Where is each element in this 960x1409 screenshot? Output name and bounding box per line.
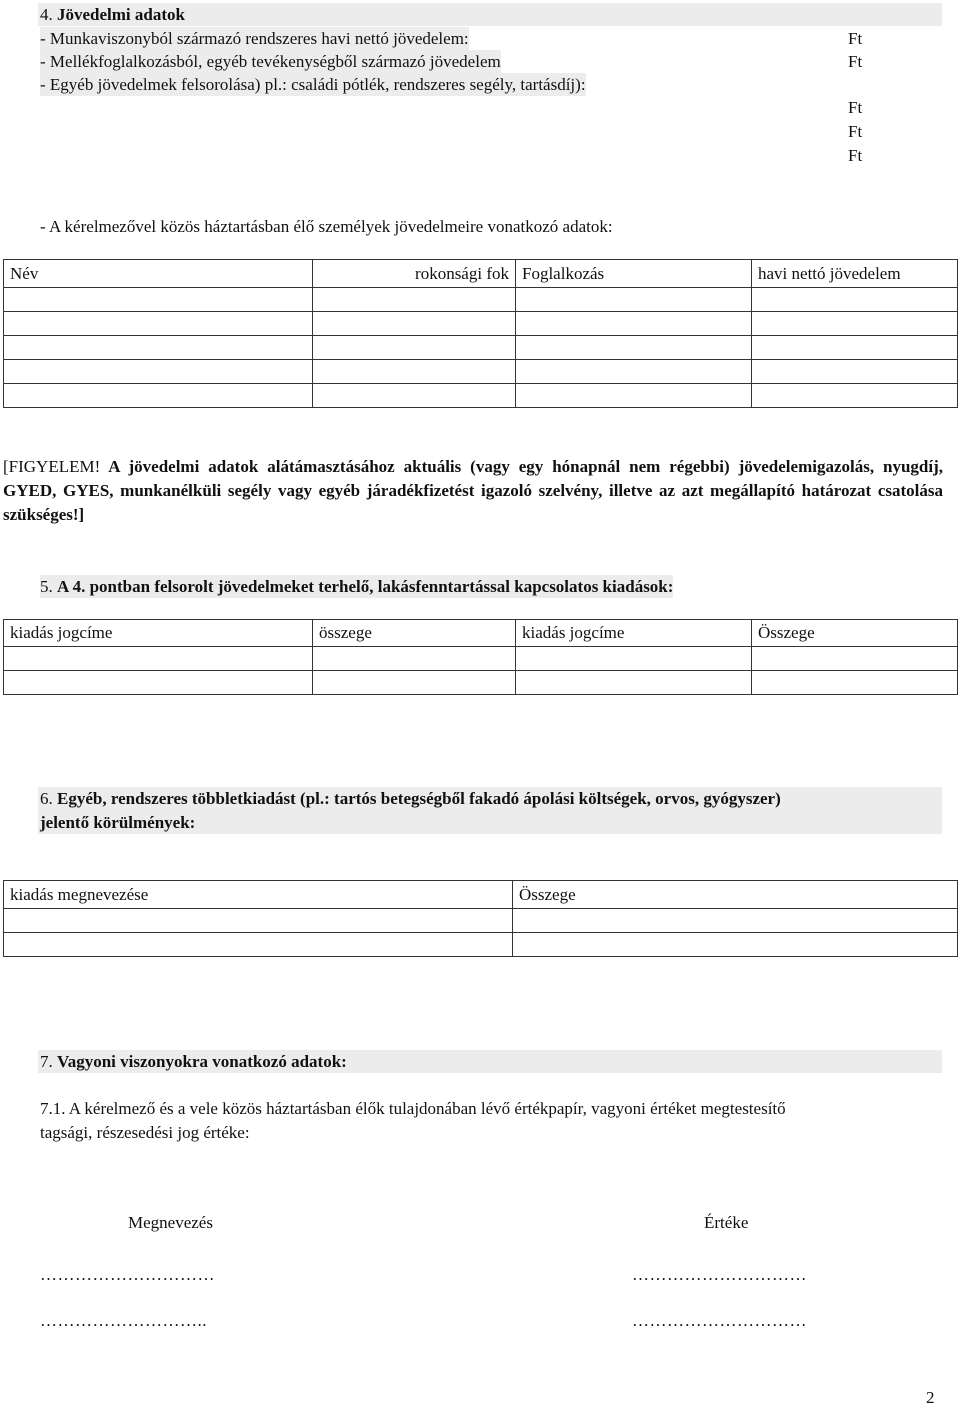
table-header-amount-2: Összege	[752, 620, 958, 647]
table-header-expense-name: kiadás megnevezése	[4, 881, 513, 909]
housing-expenses-table	[3, 619, 958, 695]
section-7-1-text: 7.1. A kérelmező és a vele közös háztartásban élők tulajdonában lévő értékpapír, vagyoni értéket megtestesítő	[40, 1099, 786, 1118]
table-row[interactable]	[4, 336, 958, 360]
dotted-field[interactable]: …………………………	[632, 1311, 807, 1330]
notice-paragraph	[3, 455, 943, 527]
table-row[interactable]	[4, 288, 958, 312]
table-header-expense-type: kiadás jogcíme	[4, 620, 313, 647]
table-row[interactable]	[4, 312, 958, 336]
currency-label: Ft	[848, 52, 863, 71]
table-header-occupation: Foglalkozás	[516, 260, 752, 288]
section-6-title-cont: jelentő körülmények:	[40, 813, 196, 832]
currency-label: Ft	[848, 146, 863, 165]
currency-label: Ft	[848, 122, 863, 141]
table-header-expense-type-2: kiadás jogcíme	[516, 620, 752, 647]
notice-text: A jövedelmi adatok alátámasztásához aktuális (vagy egy hónapnál nem régebbi) jövedelemigazolás, nyugdíj, GYED, GYES, munkanélküli segély vagy egyéb járadékfizetést igazoló szelvény, illetve az azt megállapító határozat csatolása szükséges!]	[3, 457, 943, 524]
section-number: 5.	[40, 577, 53, 596]
section-title: Egyéb, rendszeres többletkiadást (pl.: tartós betegségből fakadó ápolási költségek, orvos, gyógyszer)	[57, 789, 781, 808]
table-header-income: havi nettó jövedelem	[752, 260, 958, 288]
section-6-title	[40, 787, 781, 810]
section-number: 7.	[40, 1052, 53, 1071]
column-label-name: Megnevezés	[128, 1213, 213, 1232]
table-row[interactable]	[4, 933, 958, 957]
income-line-employment: - Munkaviszonyból származó rendszeres havi nettó jövedelem:	[40, 29, 469, 48]
column-label-value: Értéke	[704, 1213, 749, 1232]
section-7-1-text-cont: tagsági, részesedési jog értéke:	[40, 1123, 250, 1142]
section-title: Jövedelmi adatok	[57, 5, 185, 24]
income-line-other: - Egyéb jövedelmek felsorolása) pl.: családi pótlék, rendszeres segély, tartásdíj):	[40, 75, 586, 94]
table-row[interactable]	[4, 647, 958, 671]
income-line-secondary: - Mellékfoglalkozásból, egyéb tevékenységből származó jövedelem	[40, 52, 501, 71]
section-number: 6.	[40, 789, 53, 808]
table-row[interactable]	[4, 384, 958, 408]
table-row[interactable]	[4, 671, 958, 695]
section-title: A 4. pontban felsorolt jövedelmeket terhelő, lakásfenntartással kapcsolatos kiadások:	[57, 577, 674, 596]
table-row[interactable]	[4, 909, 958, 933]
currency-label: Ft	[848, 98, 863, 117]
dotted-field[interactable]: …………………………	[632, 1265, 807, 1284]
table-header-amount: összege	[313, 620, 516, 647]
section-title: Vagyoni viszonyokra vonatkozó adatok:	[57, 1052, 347, 1071]
notice-lead: [FIGYELEM!	[3, 457, 101, 476]
section-4-title	[40, 3, 185, 26]
extra-expenses-table	[3, 880, 958, 957]
section-number: 4.	[40, 5, 53, 24]
dotted-field[interactable]: …………………………	[40, 1265, 215, 1284]
table-header-amount: Összege	[513, 881, 958, 909]
currency-label: Ft	[848, 29, 863, 48]
table-header-name: Név	[4, 260, 313, 288]
page-number: 2	[926, 1388, 935, 1407]
household-income-label: - A kérelmezővel közös háztartásban élő személyek jövedelmeire vonatkozó adatok:	[40, 217, 613, 236]
table-row[interactable]	[4, 360, 958, 384]
section-5-title	[40, 575, 673, 598]
dotted-field[interactable]: ………………………..	[40, 1311, 207, 1330]
section-7-title	[40, 1050, 347, 1073]
table-header-relation: rokonsági fok	[313, 260, 516, 288]
household-income-table	[3, 259, 958, 408]
